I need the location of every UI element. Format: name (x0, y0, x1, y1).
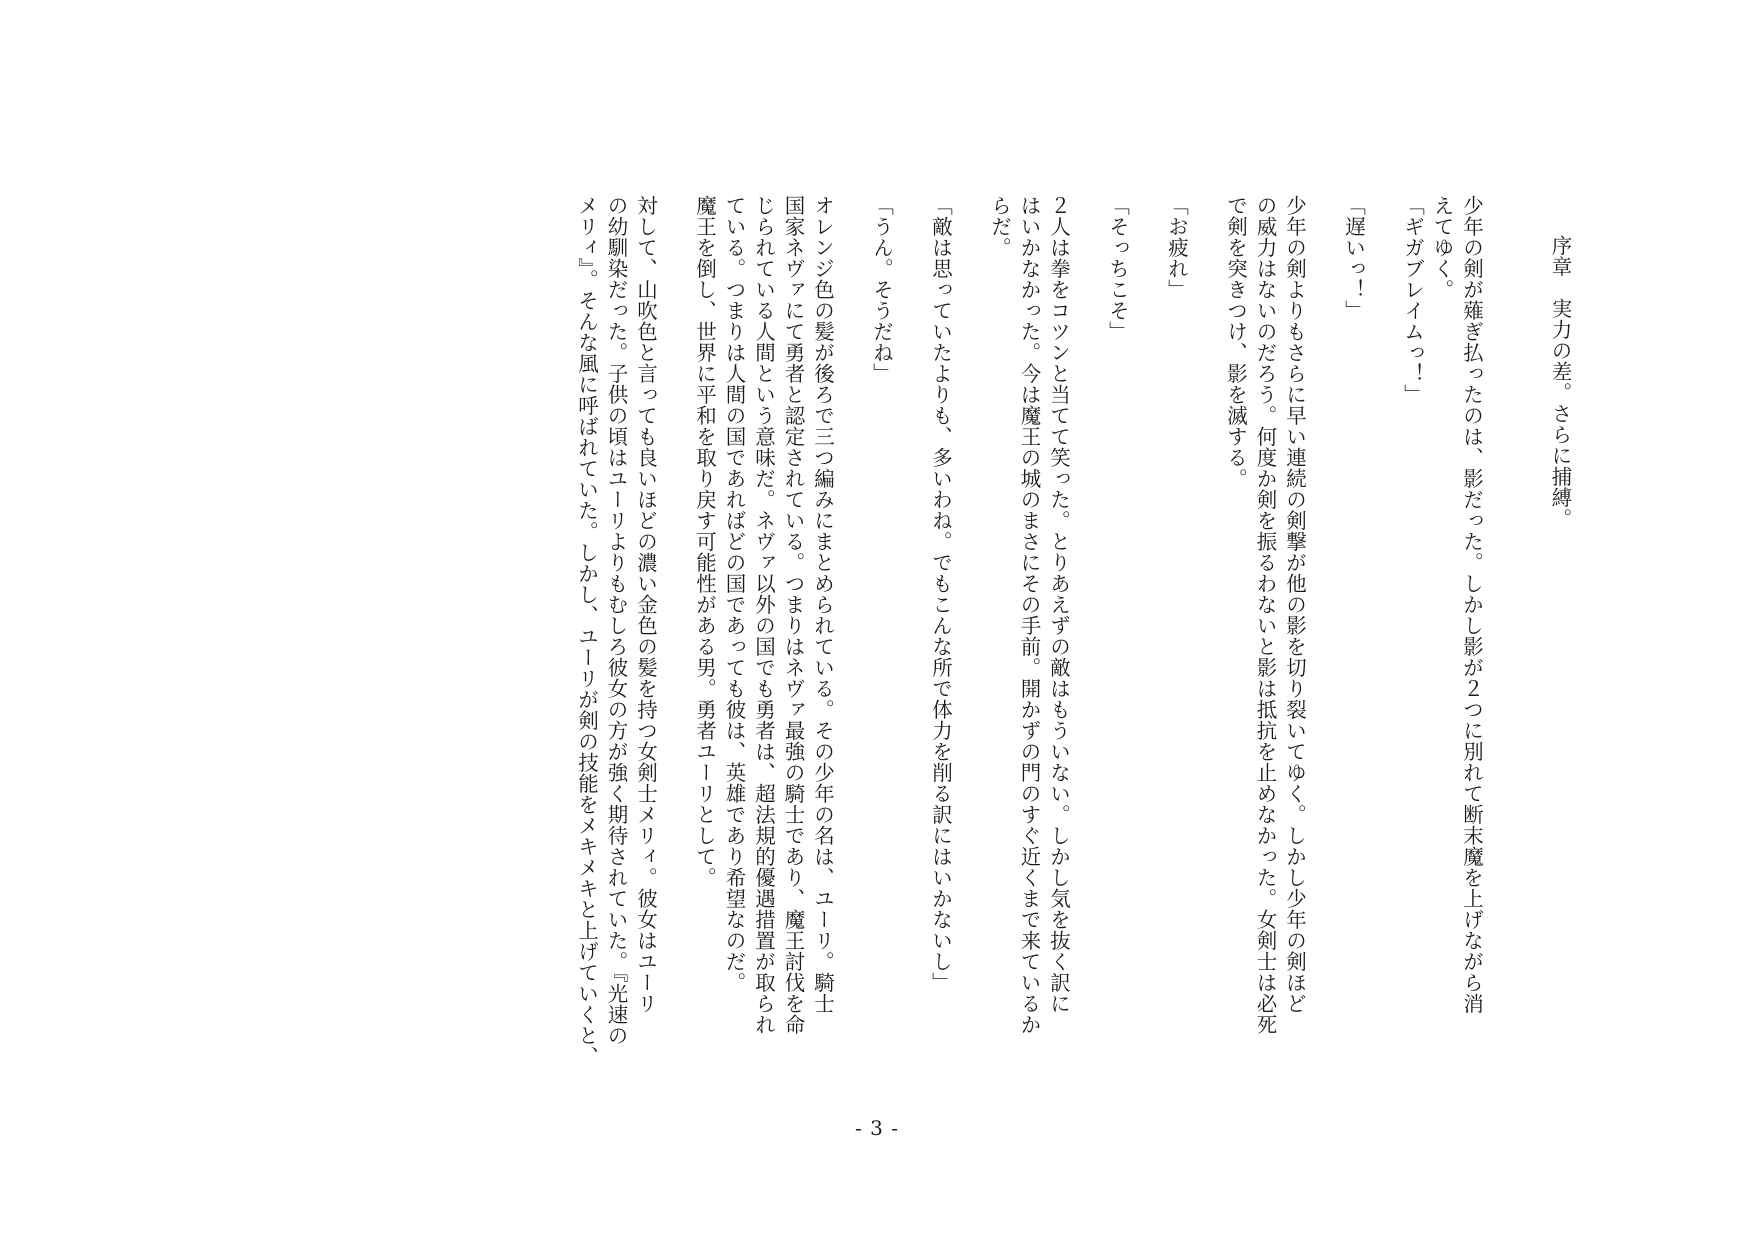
text-line: 「遅いっ！」 (1341, 195, 1366, 321)
text-line: ２人は拳をコツンと当てて笑った。とりあえずの敵はもういない。しかし気を抜く訳に (1046, 195, 1071, 1014)
blank-line (837, 195, 867, 225)
blank-line (1132, 195, 1162, 225)
text-line: 「うん。そうだね」 (869, 195, 894, 384)
blank-line (896, 195, 926, 225)
text-line: 「ギガブレイムっ！」 (1400, 195, 1425, 405)
text-line: の幼馴染だった。子供の頃はユーリよりもむしろ彼女の方が強く期待されていた。『光速の (604, 195, 628, 1046)
text-line: じられている人間という意味だ。ネヴァ以外の国でも勇者は、超法規的優遇措置が取られ (751, 195, 776, 1035)
blank-line (1309, 195, 1339, 225)
text-line: の威力はないのだろう。何度か剣を振るわないと影は抵抗を止めなかった。女剣士は必死 (1253, 195, 1277, 1035)
text-line: 少年の剣が薙ぎ払ったのは、影だった。しかし影が２つに別れて断末魔を上げながら消 (1459, 195, 1484, 1014)
text-line: らだ。 (987, 195, 1012, 258)
vertical-text-body (134, 195, 1574, 1095)
text-line: はいかなかった。今は魔王の城のまさにその手前。開かずの門のすぐ近くまで来ているか (1017, 195, 1041, 1035)
blank-line (660, 195, 690, 225)
text-line: 国家ネヴァにて勇者と認定されている。つまりはネヴァ最強の騎士であり、魔王討伐を命 (781, 195, 805, 1035)
blank-line (1368, 195, 1398, 225)
text-line: 魔王を倒し、世界に平和を取り戻す可能性がある男。勇者ユーリとして。 (692, 195, 717, 888)
text-line: 「敵は思っていたよりも、多いわね。でもこんな所で体力を削る訳にはいかないし」 (928, 195, 953, 993)
page-number: - 3 - (855, 1116, 899, 1140)
blank-line (1515, 195, 1545, 225)
text-line: メリィ』。そんな風に呼ばれていた。しかし、ユーリが剣の技能をメキメキと上げていくと、 (574, 195, 599, 1067)
text-line: 「お疲れ」 (1164, 195, 1189, 300)
blank-line (1191, 195, 1221, 225)
blank-line (955, 195, 985, 225)
blank-line (1486, 195, 1516, 225)
text-line: 「そっちこそ」 (1105, 195, 1130, 342)
blank-line (1073, 195, 1103, 225)
chapter-title: 序章 実力の差。さらに捕縛。 (1548, 235, 1572, 529)
text-line: ている。つまりは人間の国であればどの国であっても彼は、英雄であり希望なのだ。 (722, 195, 746, 993)
text-line: 少年の剣よりもさらに早い連続の剣撃が他の影を切り裂いてゆく。しかし少年の剣ほど (1282, 195, 1307, 1014)
text-line: で剣を突きつけ、影を滅する。 (1223, 195, 1248, 489)
text-line: オレンジ色の髪が後ろで三つ編みにまとめられている。その少年の名は、ユーリ。騎士 (810, 195, 835, 1014)
text-line: えてゆく。 (1430, 195, 1454, 300)
text-line: 対して、山吹色と言っても良いほどの濃い金色の髪を持つ女剣士メリィ。彼女はユーリ (633, 195, 658, 1014)
